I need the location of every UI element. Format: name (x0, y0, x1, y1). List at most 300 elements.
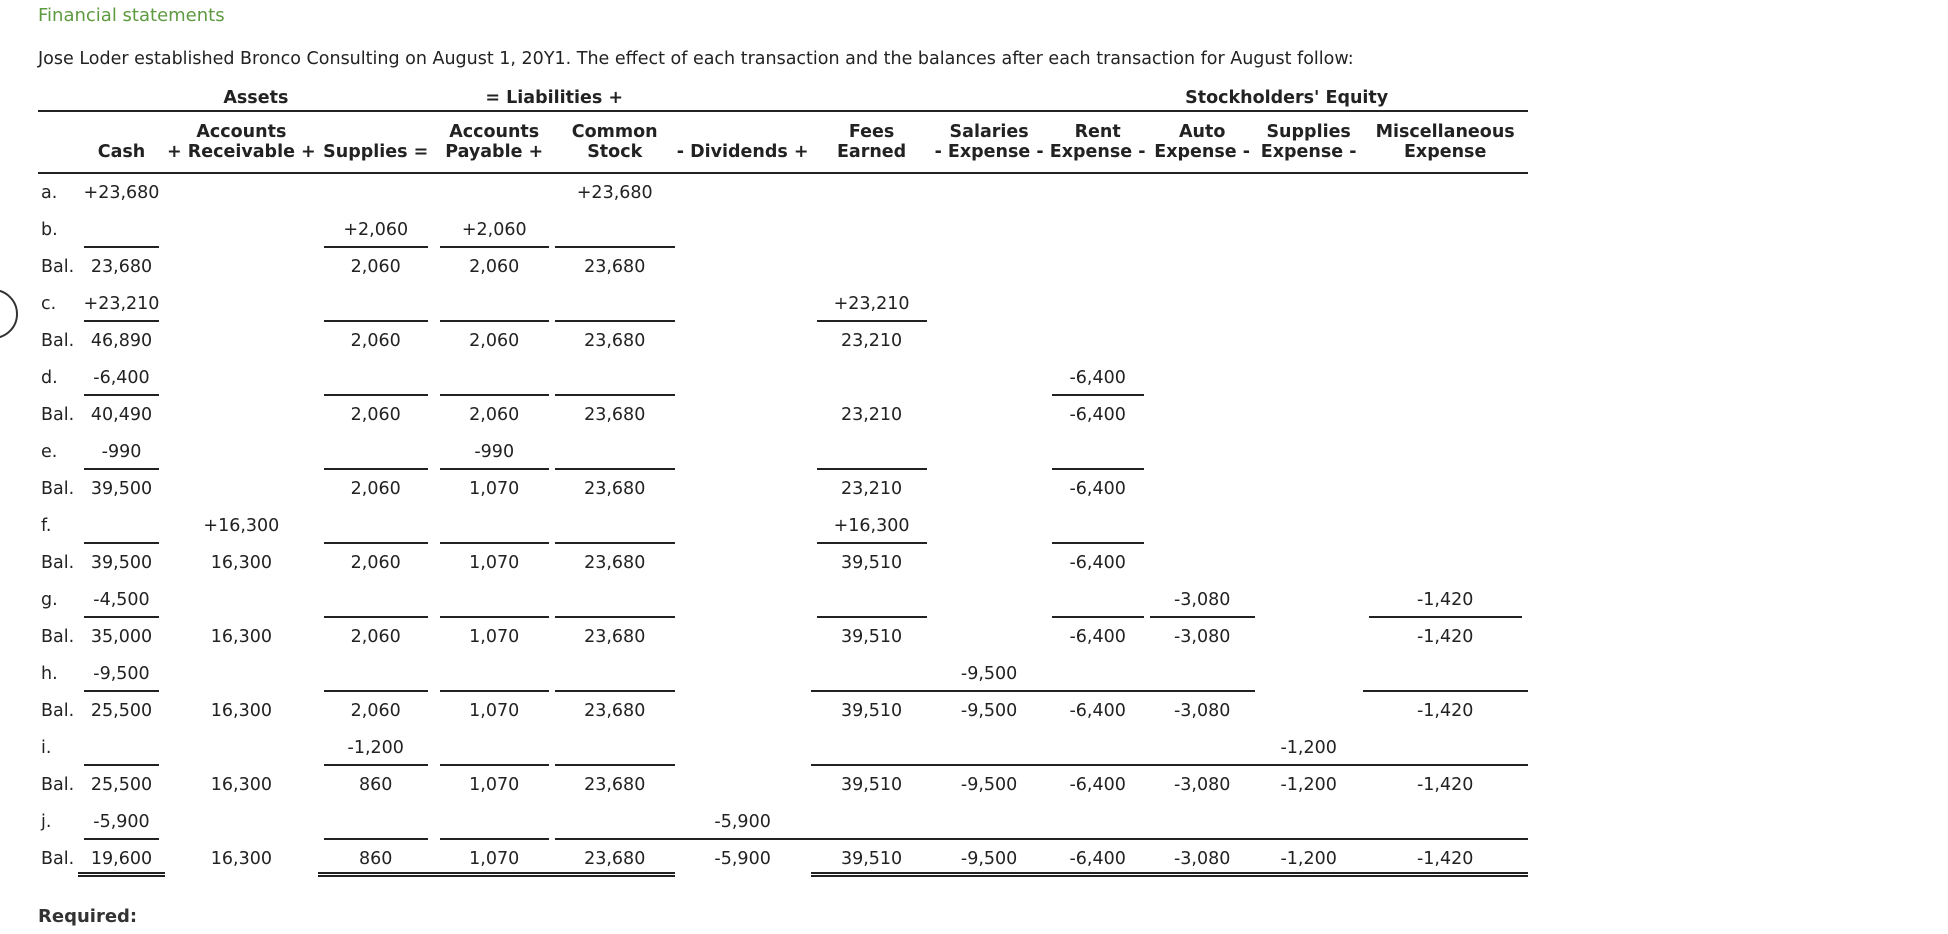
amount-cell (434, 285, 555, 322)
amount-cell (434, 581, 555, 618)
amount-cell (1255, 618, 1363, 655)
amount-cell (933, 803, 1046, 840)
column-header (78, 111, 165, 142)
amount-cell (318, 581, 434, 618)
amount-cell: +16,300 (203, 515, 280, 536)
row-label: Bal. (41, 256, 75, 277)
amount-cell: 23,210 (840, 478, 903, 499)
amount-cell: 16,300 (210, 552, 272, 573)
amount-cell: -6,400 (78, 359, 165, 396)
amount-cell: +23,210 (811, 285, 933, 322)
column-header: Expense - (1260, 142, 1357, 162)
amount-cell: -9,500 (960, 774, 1018, 795)
amount-cell (165, 433, 318, 470)
amount-cell (434, 803, 555, 840)
balance-row (38, 322, 1528, 359)
amount-cell: -1,200 (318, 729, 434, 766)
amount-cell: 23,680 (584, 404, 646, 425)
amount-cell: -3,080 (1150, 840, 1255, 877)
column-header: Expense - (1154, 142, 1251, 162)
amount-cell (78, 507, 165, 544)
amount-cell (165, 173, 318, 211)
amount-cell (1255, 322, 1363, 359)
amount-cell: -9,500 (78, 655, 165, 692)
amount-cell: 39,500 (90, 552, 153, 573)
amount-cell: 39,510 (840, 774, 903, 795)
amount-cell: 1,070 (469, 552, 520, 573)
row-label: f. (41, 515, 52, 536)
amount-cell: 1,070 (469, 700, 520, 721)
amount-cell: 25,500 (90, 700, 153, 721)
amount-cell: -1,200 (1280, 774, 1337, 795)
amount-cell (1046, 248, 1150, 285)
column-header: Expense (1403, 142, 1487, 162)
amount-cell (1046, 581, 1150, 618)
amount-cell (165, 396, 318, 433)
amount-cell: -990 (78, 433, 165, 470)
transaction-row (38, 729, 1528, 766)
amount-cell (165, 803, 318, 840)
amount-cell (1150, 285, 1255, 322)
amount-cell (1255, 433, 1363, 470)
amount-cell: 2,060 (350, 256, 401, 277)
column-header: Miscellaneous (1375, 122, 1515, 142)
amount-cell (318, 285, 434, 322)
amount-cell (1255, 803, 1363, 840)
row-label: Bal. (41, 700, 75, 721)
balance-row (38, 248, 1528, 285)
amount-cell (1150, 359, 1255, 396)
amount-cell (675, 248, 811, 285)
row-label: Bal. (41, 478, 75, 499)
transactions-table (38, 86, 1528, 877)
ledger-body (38, 86, 1528, 877)
amount-cell (1046, 173, 1150, 211)
column-header (318, 111, 434, 142)
amount-cell (434, 359, 555, 396)
amount-cell (933, 433, 1046, 470)
amount-cell (1150, 173, 1255, 211)
amount-cell (434, 655, 555, 692)
amount-cell (675, 766, 811, 803)
amount-cell: -9,500 (933, 840, 1046, 877)
amount-cell (811, 729, 933, 766)
amount-cell (78, 729, 165, 766)
amount-cell (318, 173, 434, 211)
amount-cell (1363, 507, 1528, 544)
balance-row (38, 396, 1528, 433)
amount-cell (811, 173, 933, 211)
amount-cell: -3,080 (1173, 700, 1231, 721)
amount-cell: 860 (318, 840, 434, 877)
amount-cell: 2,060 (350, 626, 401, 647)
column-header: Auto (1178, 122, 1226, 142)
amount-cell: 23,680 (584, 774, 646, 795)
amount-cell (1255, 173, 1363, 211)
amount-cell: 2,060 (469, 404, 520, 425)
amount-cell: 1,070 (434, 840, 555, 877)
amount-cell (1046, 803, 1150, 840)
amount-cell (1046, 729, 1150, 766)
amount-cell: -6,400 (1069, 700, 1126, 721)
amount-cell (165, 211, 318, 248)
amount-cell (1255, 692, 1363, 729)
amount-cell: 40,490 (90, 404, 153, 425)
amount-cell (78, 211, 165, 248)
amount-cell: -5,900 (714, 848, 771, 869)
amount-cell (1150, 248, 1255, 285)
amount-cell: +23,680 (83, 182, 160, 203)
amount-cell (434, 729, 555, 766)
column-header: Stock (587, 142, 643, 162)
amount-cell: -6,400 (1046, 359, 1150, 396)
amount-cell (1255, 211, 1363, 248)
column-header: Salaries (949, 122, 1029, 142)
transaction-row (38, 655, 1528, 692)
amount-cell (1046, 211, 1150, 248)
row-label: Bal. (41, 774, 75, 795)
amount-cell: 23,680 (584, 700, 646, 721)
amount-cell (165, 581, 318, 618)
amount-cell (1150, 322, 1255, 359)
amount-cell: 39,500 (90, 478, 153, 499)
amount-cell: 23,210 (840, 404, 903, 425)
amount-cell (318, 433, 434, 470)
amount-cell (1046, 433, 1150, 470)
row-label: g. (41, 589, 58, 610)
amount-cell: -1,420 (1363, 840, 1528, 877)
amount-cell: +2,060 (318, 211, 434, 248)
amount-cell: -1,420 (1416, 700, 1474, 721)
amount-cell (1150, 470, 1255, 507)
column-header: - Expense - (934, 142, 1044, 162)
amount-cell: 2,060 (350, 700, 401, 721)
amount-cell (1150, 433, 1255, 470)
amount-cell (1150, 729, 1255, 766)
amount-cell: -3,080 (1173, 626, 1231, 647)
label-spacer (38, 111, 78, 142)
amount-cell (675, 359, 811, 396)
amount-cell (1363, 396, 1528, 433)
amount-cell: 25,500 (90, 774, 153, 795)
column-header: Accounts (449, 122, 540, 142)
amount-cell (675, 173, 811, 211)
amount-cell (811, 581, 933, 618)
amount-cell: 2,060 (350, 330, 401, 351)
amount-cell: -6,400 (1069, 774, 1126, 795)
amount-cell (165, 655, 318, 692)
amount-cell (1363, 470, 1528, 507)
amount-cell (1255, 396, 1363, 433)
column-header: Earned (836, 142, 907, 162)
amount-cell: -9,500 (960, 700, 1018, 721)
amount-cell (1255, 581, 1363, 618)
cursor-circle (0, 289, 18, 339)
amount-cell (1363, 433, 1528, 470)
amount-cell: -1,200 (1255, 729, 1363, 766)
column-header (675, 111, 811, 142)
amount-cell (1363, 729, 1528, 766)
column-header: - Dividends + (676, 142, 809, 162)
amount-cell (318, 359, 434, 396)
amount-cell (933, 618, 1046, 655)
amount-cell (933, 173, 1046, 211)
amount-cell: 16,300 (210, 700, 272, 721)
balance-row (38, 766, 1528, 803)
amount-cell (675, 544, 811, 581)
amount-cell (165, 285, 318, 322)
amount-cell (1255, 655, 1363, 692)
amount-cell (675, 211, 811, 248)
amount-cell (555, 433, 675, 470)
amount-cell: -1,200 (1255, 840, 1363, 877)
amount-cell (1046, 322, 1150, 359)
amount-cell (1046, 507, 1150, 544)
transaction-row (38, 581, 1528, 618)
column-header: Expense - (1049, 142, 1146, 162)
amount-cell (555, 729, 675, 766)
row-label: Bal. (41, 848, 75, 869)
amount-cell: 2,060 (469, 330, 520, 351)
amount-cell (1363, 211, 1528, 248)
amount-cell: 1,070 (469, 478, 520, 499)
amount-cell: 35,000 (90, 626, 153, 647)
balance-row (38, 470, 1528, 507)
row-label: c. (41, 293, 57, 314)
amount-cell: -1,420 (1363, 581, 1528, 618)
problem-intro: Jose Loder established Bronco Consulting on August 1, 20Y1. The effect of each transaction and the balances after each transaction for August follow: (38, 49, 1354, 69)
amount-cell (933, 581, 1046, 618)
amount-cell (1363, 655, 1528, 692)
amount-cell (555, 581, 675, 618)
row-label: i. (41, 737, 52, 758)
amount-cell (165, 470, 318, 507)
amount-cell: 39,510 (840, 552, 903, 573)
column-header: Common (571, 122, 658, 142)
amount-cell (165, 248, 318, 285)
amount-cell (1363, 285, 1528, 322)
amount-cell (1046, 655, 1150, 692)
column-header: Accounts (196, 122, 287, 142)
amount-cell (555, 359, 675, 396)
amount-cell (434, 173, 555, 211)
amount-cell: 19,600 (78, 840, 165, 877)
amount-cell: +2,060 (434, 211, 555, 248)
amount-cell (811, 248, 933, 285)
group-header-row (38, 86, 1528, 111)
row-label: h. (41, 663, 58, 684)
transaction-row (38, 173, 1528, 211)
amount-cell: 16,300 (210, 848, 272, 869)
amount-cell: 2,060 (350, 404, 401, 425)
amount-cell (1255, 507, 1363, 544)
row-label: a. (41, 182, 58, 203)
amount-cell: 2,060 (469, 256, 520, 277)
amount-cell: -6,400 (1069, 478, 1126, 499)
amount-cell (555, 655, 675, 692)
amount-cell (1363, 248, 1528, 285)
amount-cell (555, 285, 675, 322)
column-header: Fees (848, 122, 895, 142)
column-header: Rent (1074, 122, 1121, 142)
amount-cell: 1,070 (469, 774, 520, 795)
equity-heading: Stockholders' Equity (1185, 88, 1389, 108)
amount-cell (1150, 211, 1255, 248)
amount-cell (1150, 396, 1255, 433)
column-header-row (38, 111, 1528, 142)
column-header: Supplies = (323, 142, 429, 162)
balance-row (38, 544, 1528, 581)
amount-cell: 2,060 (350, 478, 401, 499)
amount-cell: 16,300 (210, 626, 272, 647)
amount-cell (1255, 544, 1363, 581)
balance-row (38, 840, 1528, 877)
amount-cell (318, 507, 434, 544)
column-header-row (38, 142, 1528, 173)
amount-cell: -6,400 (1046, 840, 1150, 877)
amount-cell: 2,060 (350, 552, 401, 573)
amount-cell (1363, 803, 1528, 840)
amount-cell: +16,300 (811, 507, 933, 544)
amount-cell: 39,510 (811, 840, 933, 877)
amount-cell: 39,510 (840, 700, 903, 721)
amount-cell (318, 803, 434, 840)
equity-spacer (675, 86, 1046, 111)
amount-cell: 16,300 (210, 774, 272, 795)
amount-cell (1150, 803, 1255, 840)
balance-row (38, 618, 1528, 655)
amount-cell (675, 285, 811, 322)
column-header: Supplies (1266, 122, 1351, 142)
amount-cell: 1,070 (469, 626, 520, 647)
amount-cell: -6,400 (1069, 404, 1126, 425)
amount-cell: 23,680 (584, 256, 646, 277)
column-header: Payable + (445, 142, 544, 162)
amount-cell (675, 396, 811, 433)
amount-cell: +23,680 (576, 182, 653, 203)
amount-cell: -1,420 (1416, 626, 1474, 647)
amount-cell (675, 322, 811, 359)
amount-cell: 23,680 (584, 626, 646, 647)
amount-cell: -3,080 (1173, 774, 1231, 795)
transaction-row (38, 359, 1528, 396)
amount-cell: 23,680 (584, 552, 646, 573)
amount-cell (165, 322, 318, 359)
row-label: j. (41, 811, 52, 832)
amount-cell (1363, 544, 1528, 581)
amount-cell (933, 248, 1046, 285)
transaction-row (38, 803, 1528, 840)
amount-cell (1255, 359, 1363, 396)
amount-cell (933, 211, 1046, 248)
amount-cell: 23,680 (90, 256, 153, 277)
page-title: Financial statements (38, 5, 225, 26)
amount-cell (1046, 285, 1150, 322)
amount-cell (165, 359, 318, 396)
column-header: Cash (97, 142, 146, 162)
amount-cell (1150, 507, 1255, 544)
amount-cell (1255, 285, 1363, 322)
liabilities-heading: = Liabilities + (485, 88, 624, 108)
amount-cell (811, 359, 933, 396)
amount-cell: 860 (359, 774, 393, 795)
amount-cell (555, 507, 675, 544)
amount-cell (933, 507, 1046, 544)
amount-cell: 23,210 (840, 330, 903, 351)
amount-cell (933, 729, 1046, 766)
amount-cell (811, 211, 933, 248)
transaction-row (38, 285, 1528, 322)
transaction-row (38, 211, 1528, 248)
row-label: Bal. (41, 626, 75, 647)
amount-cell: -6,400 (1069, 552, 1126, 573)
amount-cell (555, 803, 675, 840)
amount-cell: 46,890 (90, 330, 153, 351)
amount-cell: 23,680 (584, 478, 646, 499)
amount-cell (675, 618, 811, 655)
amount-cell (675, 433, 811, 470)
amount-cell (675, 507, 811, 544)
amount-cell (318, 655, 434, 692)
amount-cell: -990 (434, 433, 555, 470)
amount-cell (1255, 248, 1363, 285)
amount-cell (933, 396, 1046, 433)
amount-cell (675, 692, 811, 729)
amount-cell (1255, 470, 1363, 507)
amount-cell (675, 729, 811, 766)
amount-cell: +23,210 (78, 285, 165, 322)
row-label: Bal. (41, 552, 75, 573)
amount-cell (811, 803, 933, 840)
row-label: Bal. (41, 330, 75, 351)
assets-heading: Assets (223, 88, 289, 108)
amount-cell (675, 655, 811, 692)
amount-cell (933, 359, 1046, 396)
amount-cell: 23,680 (555, 840, 675, 877)
row-label: b. (41, 219, 58, 240)
amount-cell (434, 507, 555, 544)
amount-cell (933, 285, 1046, 322)
amount-cell (675, 581, 811, 618)
transaction-row (38, 433, 1528, 470)
amount-cell: -4,500 (78, 581, 165, 618)
row-label: e. (41, 441, 58, 462)
required-heading: Required: (38, 906, 138, 927)
amount-cell: -1,420 (1416, 774, 1474, 795)
amount-cell (1363, 359, 1528, 396)
amount-cell: -6,400 (1069, 626, 1126, 647)
label-spacer (38, 86, 78, 111)
amount-cell (933, 322, 1046, 359)
transaction-row (38, 507, 1528, 544)
amount-cell (933, 470, 1046, 507)
amount-cell (1363, 322, 1528, 359)
amount-cell: -9,500 (933, 655, 1046, 692)
amount-cell (811, 433, 933, 470)
amount-cell: -5,900 (675, 803, 811, 840)
amount-cell: -5,900 (78, 803, 165, 840)
amount-cell (811, 655, 933, 692)
label-spacer (38, 142, 78, 173)
amount-cell: 39,510 (840, 626, 903, 647)
balance-row (38, 692, 1528, 729)
amount-cell (1363, 173, 1528, 211)
row-label: d. (41, 367, 58, 388)
amount-cell: 23,680 (584, 330, 646, 351)
column-header: + Receivable + (167, 142, 316, 162)
amount-cell: -3,080 (1150, 581, 1255, 618)
row-label: Bal. (41, 404, 75, 425)
